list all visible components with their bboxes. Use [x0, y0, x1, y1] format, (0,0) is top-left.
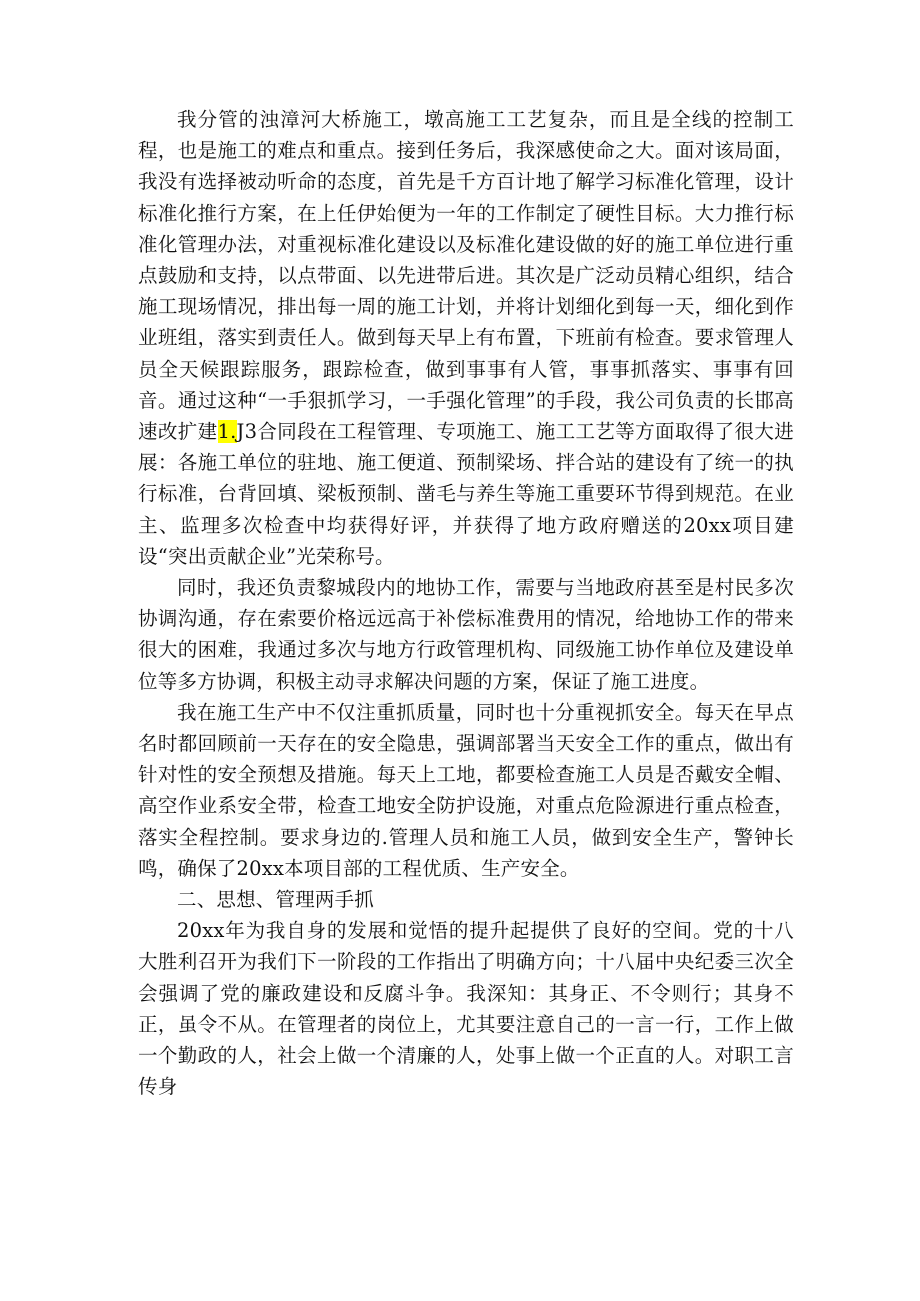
section-heading: 二、思想、管理两手抓: [177, 888, 375, 912]
paragraph-land-coordination: 同时，我还负责黎城段内的地协工作，需要与当地政府甚至是村民多次协调沟通，存在索要价格远远高于补偿标准费用的情况，给地协工作的带来很大的困难，我通过多次与地方行政管理机构、同级施工协作单位及建设单位等多方协调，积极主动寻求解决问题的方案，保证了施工进度。: [138, 576, 794, 693]
paragraph-bridge-construction: [138, 104, 794, 572]
paragraph-ideology: 20xx年为我自身的发展和觉悟的提升起提供了良好的空间。党的十八大胜利召开为我们下一阶段的工作指出了明确方向；十八届中央纪委三次全会强调了党的廉政建设和反腐斗争。我深知：其身正、不令则行；其身不正，虽令不从。在管理者的岗位上，尤其要注意自己的一言一行，工作上做一个勤政的人，社会上做一个清廉的人，处事上做一个正直的人。对职工言传身: [138, 919, 794, 1099]
paragraph-text-after-highlight: J3合同段在工程管理、专项施工、施工工艺等方面取得了很大进展：各施工单位的驻地、施工便道、预制梁场、拌合站的建设有了统一的执行标准，台背回填、梁板预制、凿毛与养生等施工重要环节得到规范。在业主、监理多次检查中均获得好评，并获得了地方政府赠送的20xx项目建设“突出贡献企业”光荣称号。: [138, 420, 794, 568]
document-page: [138, 104, 794, 1103]
paragraph-safety: 我在施工生产中不仅注重抓质量，同时也十分重视抓安全。每天在早点名时都回顾前一天存在的安全隐患，强调部署当天安全工作的重点，做出有针对性的安全预想及措施。每天上工地，都要检查施工人员是否戴安全帽、高空作业系安全带，检查工地安全防护设施，对重点危险源进行重点检查，落实全程控制。要求身边的.管理人员和施工人员，做到安全生产，警钟长鸣，确保了20xx本项目部的工程优质、生产安全。: [138, 700, 794, 880]
highlighted-text: 1.: [217, 420, 237, 444]
paragraph-text-before-highlight: 我分管的浊漳河大桥施工，墩高施工工艺复杂，而且是全线的控制工程，也是施工的难点和重点。接到任务后，我深感使命之大。面对该局面，我没有选择被动听命的态度，首先是千方百计地了解学习标准化管理，设计标准化推行方案，在上任伊始便为一年的工作制定了硬性目标。大力推行标准化管理办法，对重视标准化建设以及标准化建设做的好的施工单位进行重点鼓励和支持，以点带面、以先进带后进。其次是广泛动员精心组织，结合施工现场情况，排出每一周的施工计划，并将计划细化到每一天，细化到作业班组，落实到责任人。做到每天早上有布置，下班前有检查。要求管理人员全天候跟踪服务，跟踪检查，做到事事有人管，事事抓落实、事事有回音。通过这种“一手狠抓学习，一手强化管理”的手段，我公司负责的长邯高速改扩建: [138, 108, 794, 444]
